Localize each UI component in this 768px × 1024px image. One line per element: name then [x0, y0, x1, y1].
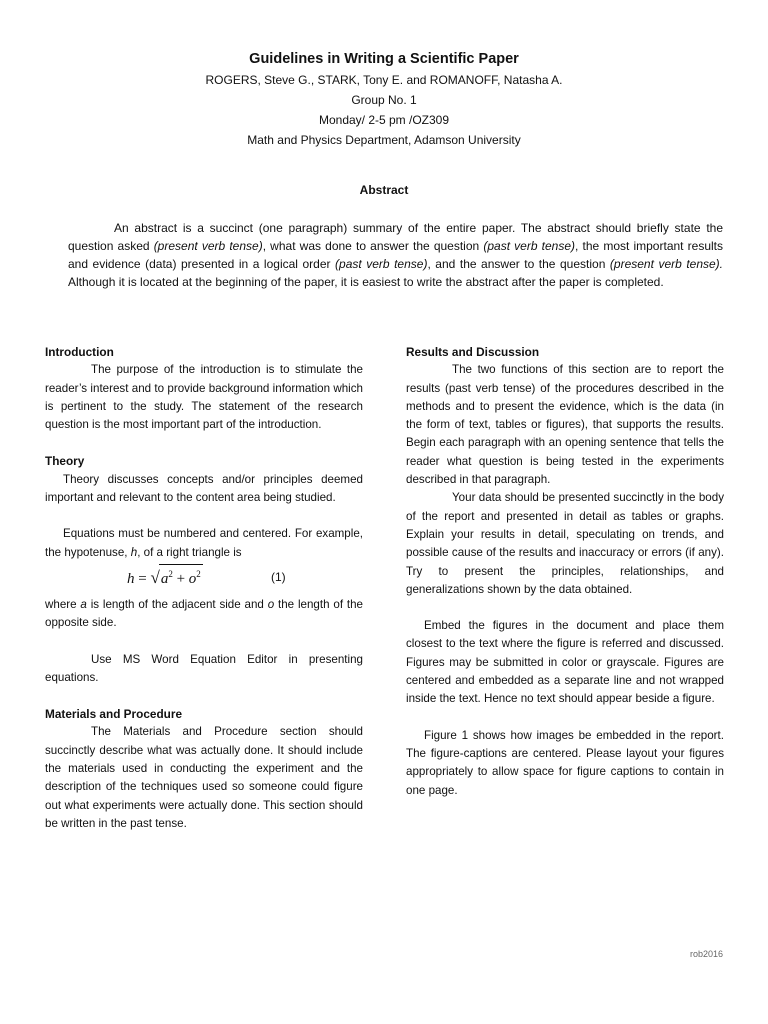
equation-intro-tail: , of a right triangle is — [137, 545, 242, 559]
paper-header — [0, 48, 768, 150]
radical-icon: √ — [150, 567, 160, 587]
results-paragraph-1: The two functions of this section are to report the results (past verb tense) of the procedures described in the methods and to present the evidence, which is the data (in the form of text, tables or figures), that supports the results. Begin each paragraph with an opening sentence that tells the reader what question is being tested in the experiments described in that paragraph. — [406, 363, 724, 487]
abstract-text-3: , the most important results and evidence (data) presented in a logical order — [68, 239, 723, 271]
introduction-body: The purpose of the introduction is to stimulate the reader’s interest and to provide background information which is pertinent to the study. The statement of the research question is the most important part of the introduction. — [45, 363, 363, 432]
radicand — [159, 564, 203, 588]
explanation-text-2: is length of the adjacent side and — [86, 597, 268, 611]
equation-intro-text: Equations must be numbered and centered. For example, the hypotenuse, — [45, 527, 363, 559]
equation-number: (1) — [271, 569, 286, 584]
theory-body: Theory discusses concepts and/or principles deemed important and relevant to the content area being studied. — [45, 472, 363, 505]
term-o: o — [188, 570, 197, 587]
abstract-italic-3: (past verb tense) — [335, 257, 428, 271]
exponent-o: 2 — [196, 568, 201, 579]
department-affiliation: Math and Physics Department, Adamson University — [247, 133, 521, 147]
results-paragraph-4: Figure 1 shows how images be embedded in the report. The figure-captions are centered. Please layout your figures appropriately to allow space for figure captions to contain in one page. — [406, 728, 724, 797]
materials-heading: Materials and Procedure — [45, 707, 183, 722]
equation-intro — [45, 525, 363, 562]
materials-body: The Materials and Procedure section should succinctly describe what was actually done. It should include the materials used in conducting the experiment and the description of the techniques used so someone could figure out what experiments were actually done. This section should be written in the past tense. — [45, 725, 363, 830]
abstract-text-5: Although it is located at the beginning of the paper, it is easiest to write the abstract after the paper is completed. — [68, 275, 664, 289]
paper-title: Guidelines in Writing a Scientific Paper — [249, 51, 519, 67]
results-heading: Results and Discussion — [406, 345, 540, 359]
equation-lhs: h — [127, 570, 135, 587]
equation-block — [45, 562, 363, 596]
theory-heading: Theory — [45, 454, 85, 469]
opposite-symbol: o — [267, 597, 275, 611]
group-number: Group No. 1 — [351, 93, 417, 107]
abstract-body — [68, 219, 723, 291]
abstract-italic-1: (present verb tense) — [153, 239, 263, 253]
class-schedule: Monday/ 2-5 pm /OZ309 — [318, 113, 450, 127]
term-a: a — [160, 570, 169, 587]
left-column — [45, 343, 363, 833]
author-list: ROGERS, Steve G., STARK, Tony E. and ROMANOFF, Natasha A. — [205, 73, 563, 87]
abstract-italic-4: (present verb tense). — [609, 257, 724, 271]
exponent-a: 2 — [168, 568, 173, 579]
pythagorean-equation — [127, 564, 203, 588]
abstract-text-1: An abstract is a succinct (one paragraph) summary of the entire paper. The abstract should briefly state the question asked — [68, 221, 723, 253]
results-paragraph-3: Embed the figures in the document and place them closest to the text where the figure is referred and discussed. Figures may be submitted in color or grayscale. Figures are centered and embedded as a separate line and not wrapped inside the text. Hence no text should appear beside a figure. — [406, 619, 724, 706]
results-paragraph-2: Your data should be presented succinctly in the body of the report and presented in detail as tables or graphs. Explain your results in detail, speculating on trends, and possible cause of the results and inaccuracy or errors (if any). Try to present the principles, relationships, and generalizations shown by the data obtained. — [406, 491, 724, 596]
right-column — [406, 343, 724, 800]
equation-editor-note: Use MS Word Equation Editor in presenting equations. — [45, 652, 363, 684]
equation-equals: = — [138, 570, 147, 587]
equation-plus: + — [176, 570, 186, 587]
hypotenuse-symbol: h — [130, 545, 138, 559]
abstract-italic-2: (past verb tense) — [483, 239, 576, 253]
adjacent-symbol: a — [80, 597, 87, 611]
equation-explanation — [45, 596, 363, 633]
footer-code: rob2016 — [689, 949, 723, 959]
abstract-heading: Abstract — [359, 183, 409, 197]
explanation-text-1: where — [45, 597, 81, 611]
introduction-heading: Introduction — [45, 345, 114, 359]
explanation-text-3: the length of the opposite side. — [45, 597, 363, 630]
abstract-text-4: , and the answer to the question — [427, 257, 610, 271]
abstract-text-2: , what was done to answer the question — [262, 239, 484, 253]
